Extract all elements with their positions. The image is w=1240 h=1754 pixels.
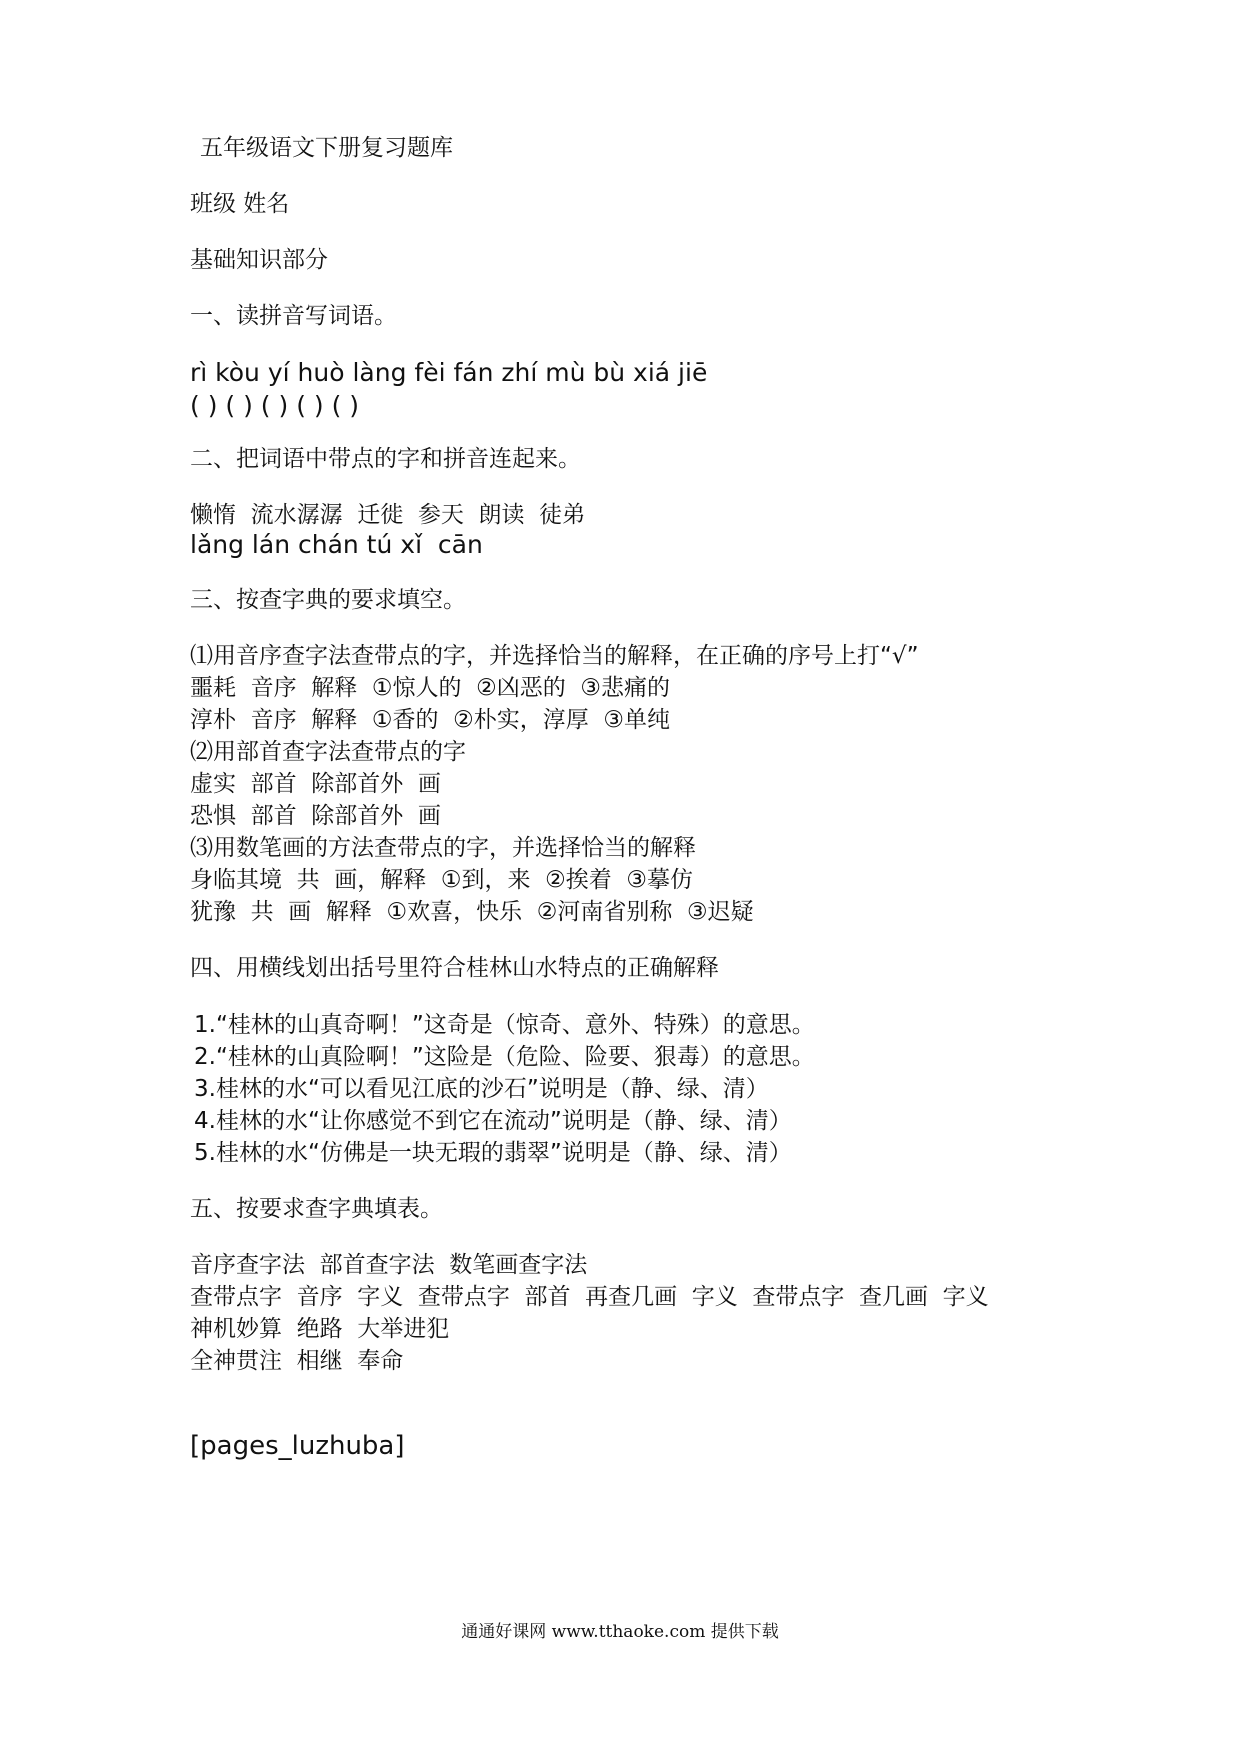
section2-heading: 二、把词语中带点的字和拼音连起来。 [190, 446, 581, 472]
section3-line: ⑶用数笔画的方法查带点的字，并选择恰当的解释 [190, 835, 696, 861]
section3-line: 恐惧 部首 除部首外 画 [190, 803, 441, 829]
section5-line: 神机妙算 绝路 大举进犯 [190, 1316, 450, 1342]
footer-credit: 通通好课网 www.tthaoke.com 提供下载 [461, 1622, 779, 1642]
section1-pinyin: rì kòu yí huò làng fèi fán zhí mù bù xiá jiē [190, 358, 708, 387]
class-name-line: 班级 姓名 [190, 191, 290, 217]
section5-line: 查带点字 音序 字义 查带点字 部首 再查几画 字义 查带点字 查几画 字义 [190, 1284, 989, 1310]
section5-line: 全神贯注 相继 奉命 [190, 1348, 404, 1374]
section3-line: ⑵用部首查字法查带点的字 [190, 739, 466, 765]
part-heading: 基础知识部分 [190, 247, 328, 273]
section4-heading: 四、用横线划出括号里符合桂林山水特点的正确解释 [190, 955, 719, 981]
section4-item: 4.桂林的水“让你感觉不到它在流动”说明是（静、绿、清） [194, 1108, 792, 1134]
section3-line: 犹豫 共 画 解释 ①欢喜，快乐 ②河南省别称 ③迟疑 [190, 899, 754, 925]
section2-words: 懒惰 流水潺潺 迁徙 参天 朗读 徒弟 [190, 502, 586, 528]
section3-line: ⑴用音序查字法查带点的字，并选择恰当的解释，在正确的序号上打“√” [190, 643, 919, 669]
section1-heading: 一、读拼音写词语。 [190, 303, 397, 329]
page-marker: [pages_luzhuba] [190, 1431, 405, 1461]
section4-item: 3.桂林的水“可以看见江底的沙石”说明是（静、绿、清） [194, 1076, 769, 1102]
section2-pinyin: lǎng lán chán tú xǐ cān [190, 530, 483, 559]
section4-item: 2.“桂林的山真险啊！”这险是（危险、险要、狠毒）的意思。 [194, 1044, 815, 1070]
section3-line: 噩耗 音序 解释 ①惊人的 ②凶恶的 ③悲痛的 [190, 675, 670, 701]
section1-blanks: ( ) ( ) ( ) ( ) ( ) [190, 391, 360, 420]
section3-line: 淳朴 音序 解释 ①香的 ②朴实，淳厚 ③单纯 [190, 707, 670, 733]
section3-line: 身临其境 共 画，解释 ①到，来 ②挨着 ③摹仿 [190, 867, 693, 893]
section5-line: 音序查字法 部首查字法 数笔画查字法 [190, 1252, 588, 1278]
section3-line: 虚实 部首 除部首外 画 [190, 771, 441, 797]
section4-item: 1.“桂林的山真奇啊！”这奇是（惊奇、意外、特殊）的意思。 [194, 1012, 815, 1038]
section5-heading: 五、按要求查字典填表。 [190, 1196, 443, 1222]
document-title: 五年级语文下册复习题库 [200, 135, 453, 161]
section4-item: 5.桂林的水“仿佛是一块无瑕的翡翠”说明是（静、绿、清） [194, 1140, 792, 1166]
section3-heading: 三、按查字典的要求填空。 [190, 587, 466, 613]
